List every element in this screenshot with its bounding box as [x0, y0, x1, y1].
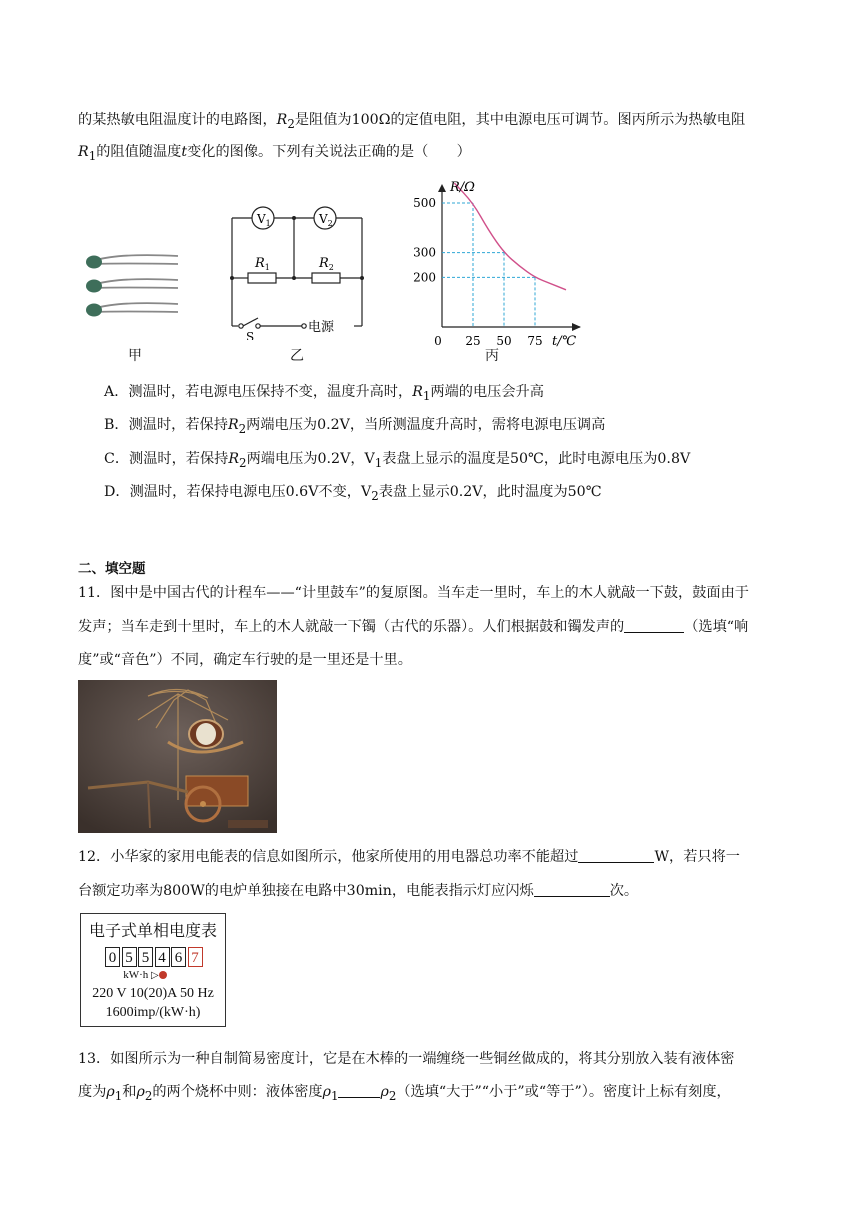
var-r1: R: [78, 144, 89, 160]
q11-text: 发声；当车走到十里时，车上的木人就敲一下镯（古代的乐器）。人们根据鼓和镯发声的: [78, 619, 625, 635]
drum-carriage-photo: [78, 680, 277, 833]
x-tick-label: 50: [496, 334, 512, 348]
option-text: 两端电压为0.2V，当所测温度升高时，需将电源电压调高: [246, 417, 606, 433]
q12-text: 12．小华家的家用电能表的信息如图所示，他家所使用的用电器总功率不能超过: [78, 849, 579, 865]
y-axis-arrow: [438, 184, 446, 192]
q13-line-2: [78, 1082, 731, 1106]
var: R: [228, 451, 240, 467]
sub: 2: [238, 421, 247, 436]
energy-meter-figure: [80, 913, 226, 1027]
q12-line-2: [78, 881, 638, 901]
q10-text: 变化的图像。下列有关说法正确的是（ ）: [187, 144, 471, 160]
figure-label-jia: 甲: [128, 348, 142, 364]
y-tick-label: 300: [413, 245, 436, 260]
x-tick-label: 25: [465, 334, 481, 348]
q11-text: （选填“响: [684, 619, 749, 635]
sub: 1: [374, 455, 383, 470]
meter-digit: 5: [138, 947, 153, 967]
var-t: t: [181, 144, 188, 160]
thermistor-figure: [82, 244, 182, 334]
unit-label: kW·h: [123, 969, 149, 981]
sub: 1: [330, 1088, 339, 1103]
option-text: 表盘上显示的温度是50℃，此时电源电压为0.8V: [382, 451, 691, 467]
q13-line-1: 13．如图所示为一种自制简易密度计，它是在木棒的一端缠绕一些铜丝做成的，将其分别放入装有液体密: [78, 1051, 735, 1067]
pulse-icon: ▷: [151, 970, 159, 981]
q12-text: 台额定功率为800W的电炉单独接在电路中30min，电能表指示灯应闪烁: [78, 883, 534, 899]
rho-symbol: ρ: [322, 1084, 331, 1100]
sub: 1: [422, 388, 431, 403]
meter-digit: 6: [171, 947, 186, 967]
y-axis-label: R/Ω: [450, 180, 475, 195]
answer-blank[interactable]: [624, 618, 684, 633]
var: R: [227, 417, 239, 433]
q12-line-1: [78, 847, 740, 867]
indicator-light-icon: [159, 971, 167, 979]
q10-text: 的某热敏电阻温度计的电路图，: [78, 112, 277, 128]
sub: 2: [371, 488, 379, 503]
r1-label: $R_1$: [255, 256, 270, 272]
resistance-temperature-chart: [400, 175, 600, 355]
answer-blank[interactable]: [534, 882, 610, 897]
resistance-curve: [454, 183, 566, 290]
x-axis-label: t/℃: [552, 334, 577, 349]
option-b[interactable]: [104, 415, 605, 439]
meter-unit: [73, 969, 217, 981]
answer-blank[interactable]: [338, 1083, 380, 1098]
q12-text: W，若只将一: [654, 849, 740, 865]
y-tick-label: 200: [413, 270, 436, 285]
q10-line-2: [78, 142, 471, 166]
section-title: 二、填空题: [78, 561, 146, 577]
y-tick-label: 500: [413, 196, 436, 210]
sub: 1: [114, 1088, 123, 1103]
x-tick-label: 75: [527, 334, 543, 348]
q13-text: 和: [122, 1084, 137, 1100]
figure-label-bing: 丙: [485, 348, 499, 364]
q10-text: 是阻值为100Ω的定值电阻，其中电源电压可调节。图丙所示为热敏电阻: [294, 112, 746, 128]
meter-digit: 4: [155, 947, 170, 967]
q13-text: 的两个烧杯中则：液体密度: [152, 1084, 323, 1100]
sub: 1: [88, 148, 97, 163]
q13-text: 度为: [78, 1084, 107, 1100]
meter-digit: 0: [105, 947, 120, 967]
option-text: 表盘上显示0.2V，此时温度为50℃: [378, 484, 602, 500]
rho-symbol: ρ: [380, 1084, 389, 1100]
v1-label: $V_1$: [257, 212, 271, 228]
option-a[interactable]: [104, 382, 544, 406]
r2-label: $R_2$: [319, 256, 334, 272]
option-text: 两端的电压会升高: [430, 384, 544, 400]
var-r2: R: [276, 112, 288, 128]
q10-text: 的阻值随温度: [96, 144, 182, 160]
option-c[interactable]: [104, 449, 690, 473]
sub: 2: [239, 455, 247, 470]
switch-label: S: [246, 330, 255, 340]
source-label: 电源: [308, 320, 335, 335]
sub: 2: [287, 116, 295, 131]
option-text: D．测温时，若保持电源电压0.6V不变，V: [104, 484, 372, 500]
x-axis-arrow: [572, 323, 581, 331]
meter-spec-2: 1600imp/(kW·h): [105, 1005, 201, 1020]
origin-label: 0: [434, 334, 442, 348]
q13-text: （选填“大于”“小于”或“等于”）。密度计上标有刻度，: [396, 1084, 731, 1100]
q10-line-1: [78, 110, 745, 134]
figure-label-yi: 乙: [290, 348, 304, 364]
option-text: B．测温时，若保持: [104, 417, 228, 433]
option-text: A．测温时，若电源电压保持不变，温度升高时，: [104, 384, 413, 400]
circuit-diagram: [224, 200, 374, 340]
v2-label: $V_2$: [319, 212, 333, 228]
option-d[interactable]: [104, 482, 602, 506]
rho-symbol: ρ: [106, 1084, 115, 1100]
option-text: C．测温时，若保持: [104, 451, 229, 467]
meter-digits: [105, 947, 204, 967]
meter-digit: 7: [188, 947, 203, 967]
meter-digit: 5: [122, 947, 137, 967]
q12-text: 次。: [609, 883, 639, 899]
option-text: 两端电压为0.2V，V: [246, 451, 375, 467]
var: R: [412, 384, 423, 400]
meter-spec-1: 220 V 10(20)A 50 Hz: [92, 986, 214, 1001]
meter-title: 电子式单相电度表: [88, 921, 217, 940]
answer-blank[interactable]: [578, 848, 654, 863]
q11-line-3: 度”或“音色”）不同，确定车行驶的是一里还是十里。: [78, 652, 412, 668]
rho-symbol: ρ: [136, 1084, 145, 1100]
q11-line-2: [78, 617, 748, 637]
sub: 2: [144, 1088, 153, 1103]
q11-line-1: 11．图中是中国古代的计程车——“计里鼓车”的复原图。当车走一里时，车上的木人就敲一下鼓，鼓面由于: [78, 585, 749, 601]
sub: 2: [388, 1088, 397, 1103]
